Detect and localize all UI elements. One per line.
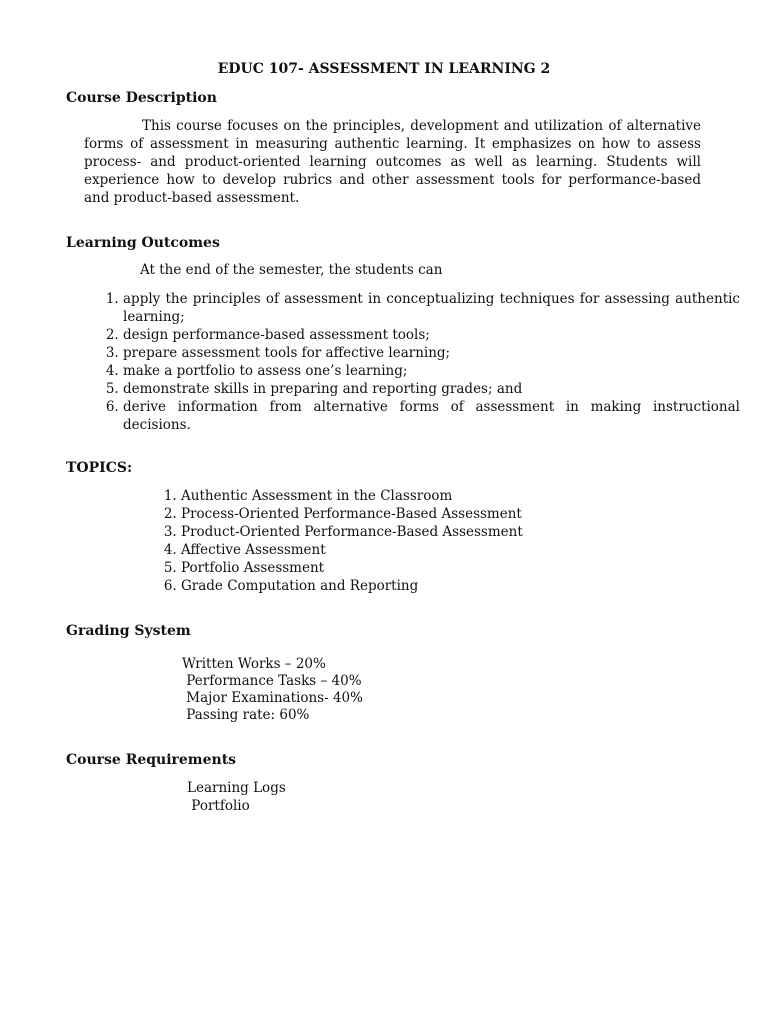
- grading-item: Performance Tasks – 40%: [182, 673, 362, 689]
- learning-outcomes-heading: Learning Outcomes: [66, 235, 220, 251]
- list-item: 2. design performance-based assessment tools;: [123, 326, 740, 344]
- requirement-item: Learning Logs: [187, 780, 286, 796]
- list-item: 6. derive information from alternative forms of assessment in making instructional decisions.: [123, 398, 740, 434]
- grading-system-heading: Grading System: [66, 623, 191, 639]
- list-item: 1. apply the principles of assessment in conceptualizing techniques for assessing authentic learning;: [123, 290, 740, 326]
- list-item: 1. Authentic Assessment in the Classroom: [181, 487, 523, 505]
- course-description-heading: Course Description: [66, 90, 217, 106]
- list-item: 5. demonstrate skills in preparing and reporting grades; and: [123, 380, 740, 398]
- list-item: 6. Grade Computation and Reporting: [181, 577, 523, 595]
- document-title: EDUC 107- ASSESSMENT IN LEARNING 2: [217, 61, 551, 77]
- learning-outcomes-intro: At the end of the semester, the students can: [140, 262, 443, 278]
- list-item: 3. Product-Oriented Performance-Based Assessment: [181, 523, 523, 541]
- course-requirements-heading: Course Requirements: [66, 752, 237, 768]
- grading-item: Passing rate: 60%: [182, 707, 310, 723]
- course-requirements-list: [187, 779, 286, 815]
- list-item: 4. make a portfolio to assess one’s learning;: [123, 362, 740, 380]
- grading-item: Written Works – 20%: [182, 656, 326, 672]
- course-description-text: This course focuses on the principles, development and utilization of alternative forms of assessment in measuring authentic learning. It emphasizes on how to assess process- and product-oriented learning outcomes as well as learning. Students will experience how to develop rubrics and other assessment tools for performance-based and product-based assessment.: [84, 118, 701, 206]
- list-item: 5. Portfolio Assessment: [181, 559, 523, 577]
- list-item: 2. Process-Oriented Performance-Based Assessment: [181, 505, 523, 523]
- requirement-item: Portfolio: [187, 798, 250, 814]
- grading-item: Major Examinations- 40%: [182, 690, 363, 706]
- grading-system-list: [182, 656, 363, 724]
- list-item: 4. Affective Assessment: [181, 541, 523, 559]
- topics-list: [140, 487, 523, 595]
- topics-heading: TOPICS:: [66, 460, 133, 476]
- list-item: 3. prepare assessment tools for affective learning;: [123, 344, 740, 362]
- learning-outcomes-list: [84, 290, 740, 434]
